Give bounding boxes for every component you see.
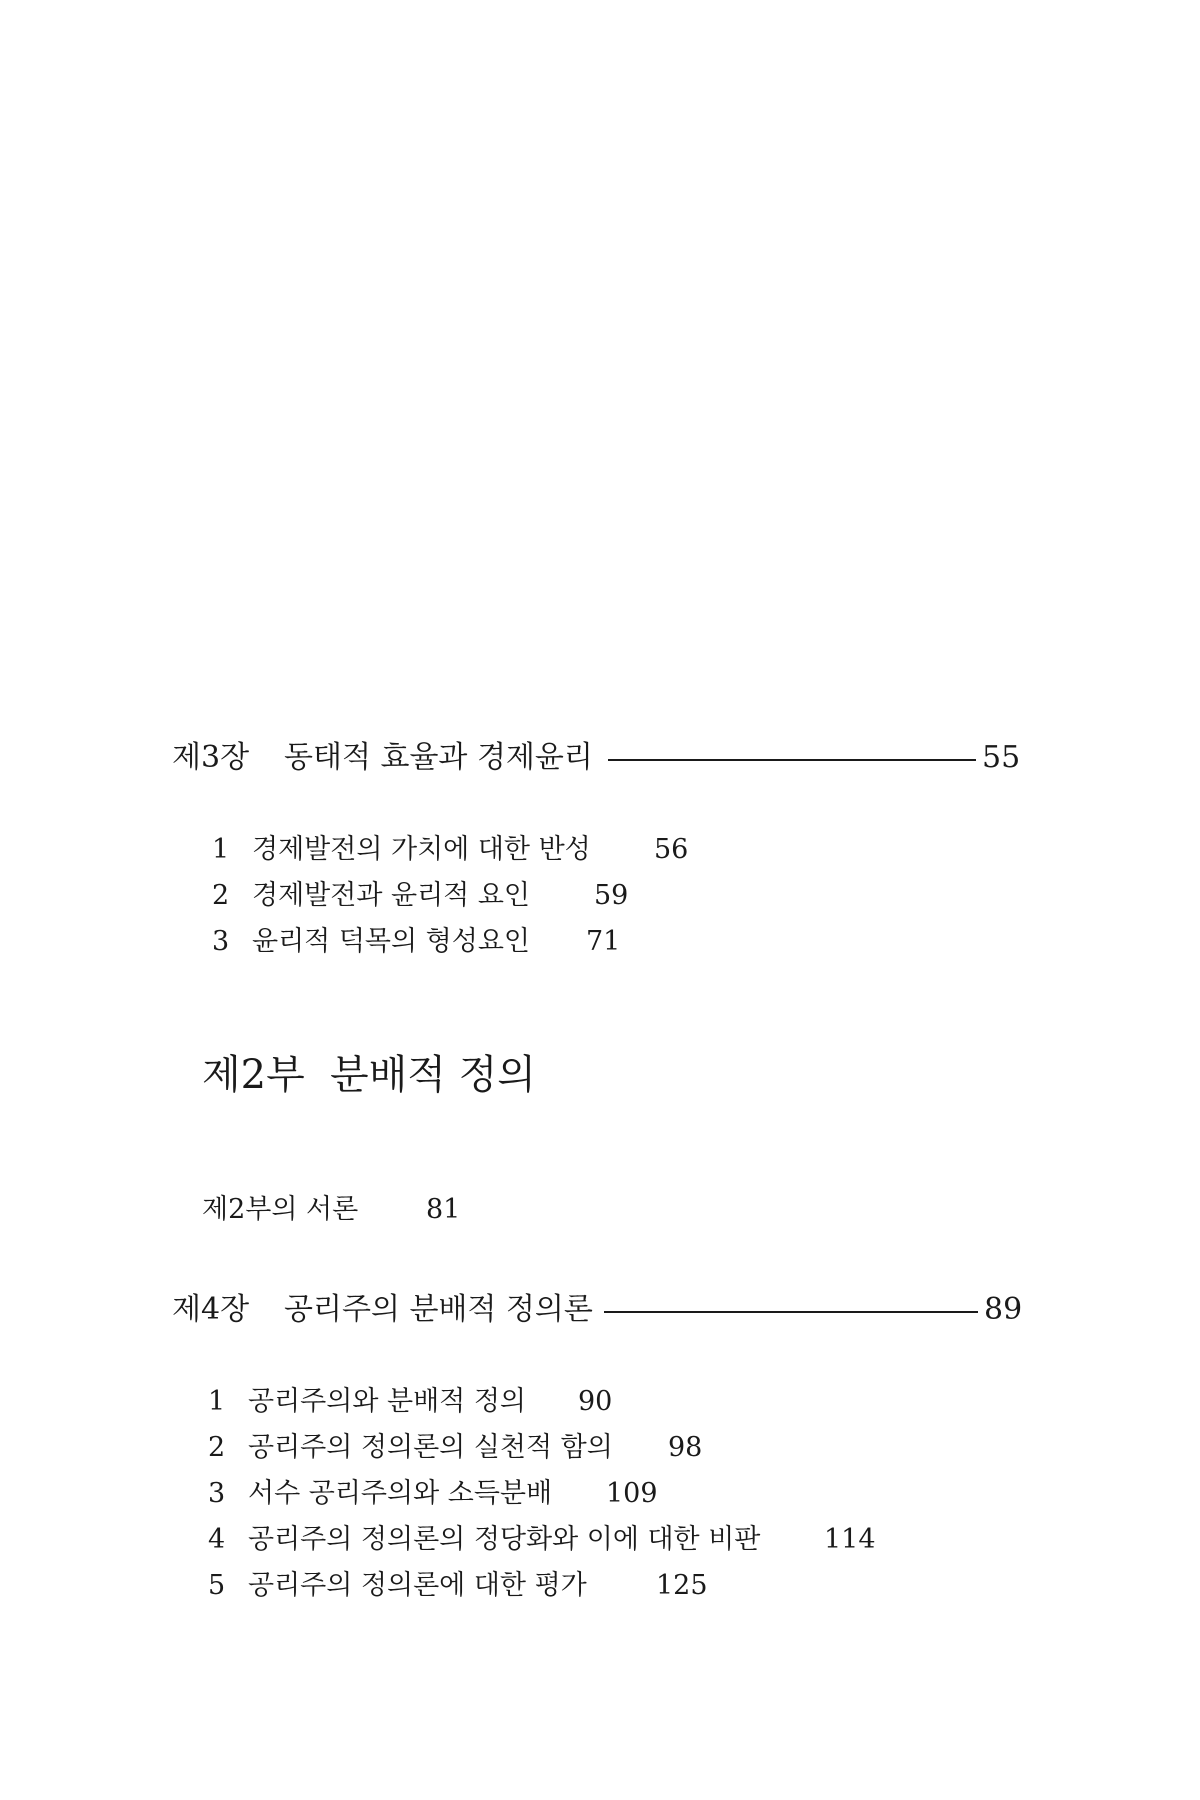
section-title: 서수 공리주의와 소득분배 [248,1478,553,1509]
part-2-heading [202,1050,536,1100]
chapter-4-leader-rule [604,1311,978,1313]
section-page: 114 [824,1524,876,1555]
section-number: 3 [212,926,230,957]
section-number: 2 [208,1432,226,1463]
part-2-label: 제2부 [202,1052,305,1098]
intro-title: 제2부의 서론 [202,1194,359,1225]
part-2-title: 분배적 정의 [330,1052,536,1098]
section-number: 2 [212,880,230,911]
section-page: 71 [586,926,621,957]
chapter-3-leader-rule [608,759,976,761]
section-number: 3 [208,1478,226,1509]
section-page: 98 [668,1432,703,1463]
section-title: 경제발전과 윤리적 요인 [252,880,530,911]
section-title: 공리주의 정의론에 대한 평가 [248,1570,587,1601]
section-number: 4 [208,1524,226,1555]
intro-page: 81 [426,1194,461,1225]
chapter-3-label: 제3장 [172,740,250,775]
chapter-3-title: 동태적 효율과 경제윤리 [284,740,593,775]
section-page: 125 [656,1570,708,1601]
section-title: 공리주의와 분배적 정의 [248,1386,526,1417]
section-page: 109 [606,1478,658,1509]
chapter-4-page: 89 [984,1292,1023,1327]
chapter-4-title: 공리주의 분배적 정의론 [284,1292,593,1327]
section-title: 경제발전의 가치에 대한 반성 [252,834,591,865]
section-page: 56 [654,834,689,865]
section-number: 5 [208,1570,226,1601]
section-page: 59 [594,880,629,911]
chapter-4-label: 제4장 [172,1292,250,1327]
section-title: 윤리적 덕목의 형성요인 [252,926,530,957]
section-title: 공리주의 정의론의 정당화와 이에 대한 비판 [248,1524,761,1555]
section-title: 공리주의 정의론의 실천적 함의 [248,1432,613,1463]
section-page: 90 [578,1386,613,1417]
section-number: 1 [208,1386,226,1417]
section-number: 1 [212,834,230,865]
part-2-intro [202,1192,461,1228]
chapter-3-page: 55 [982,740,1021,775]
chapter-3-heading [172,738,1021,778]
chapter-4-heading [172,1290,1023,1330]
